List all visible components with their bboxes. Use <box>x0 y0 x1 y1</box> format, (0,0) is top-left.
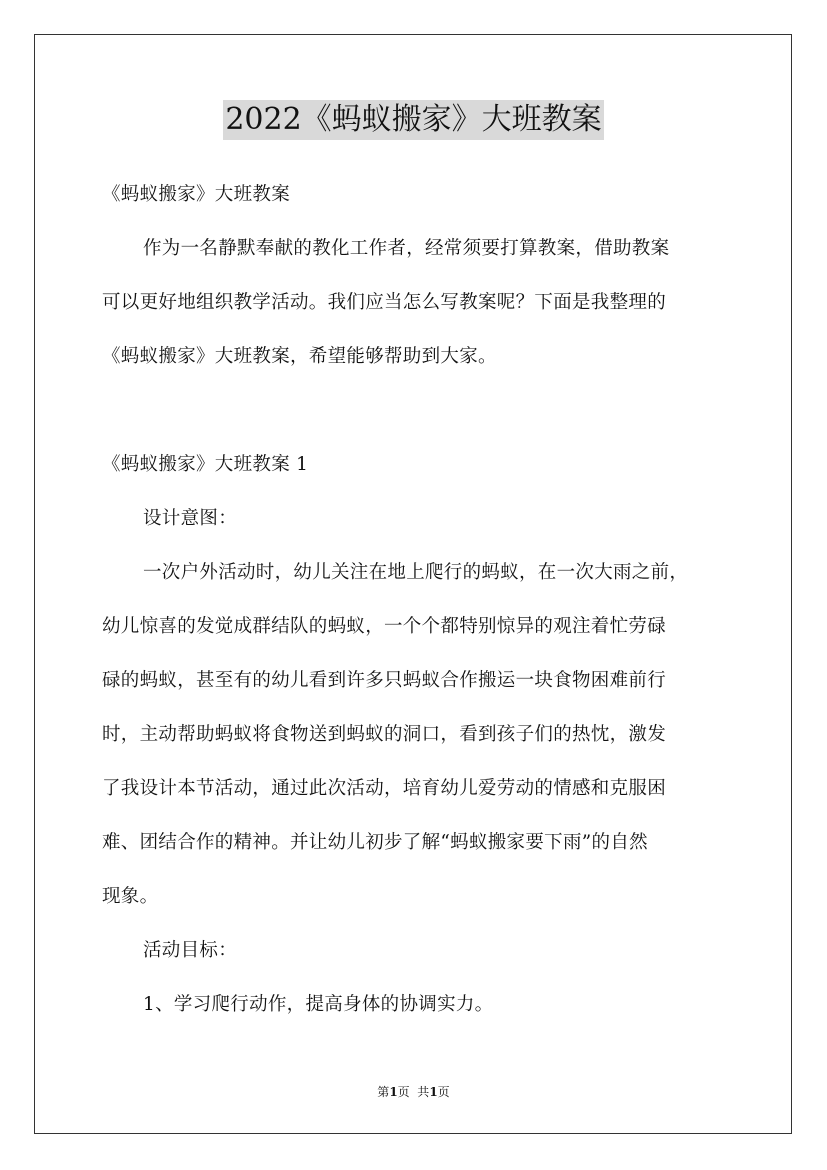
design-line-1: 一次户外活动时，幼儿关注在地上爬行的蚂蚁，在一次大雨之前， <box>143 562 689 583</box>
section-heading: 《蚂蚁搬家》大班教案 1 <box>102 454 309 475</box>
footer-page-mid: 页 共 <box>397 1085 430 1099</box>
design-line-3: 碌的蚂蚁，甚至有的幼儿看到许多只蚂蚁合作搬运一块食物困难前行 <box>102 670 667 691</box>
design-line-6: 难、团结合作的精神。并让幼儿初步了解“蚂蚁搬家要下雨”的自然 <box>102 832 648 853</box>
intro-line-2: 可以更好地组织教学活动。我们应当怎么写教案呢？下面是我整理的 <box>102 292 667 313</box>
design-line-4: 时，主动帮助蚂蚁将食物送到蚂蚁的洞口，看到孩子们的热忱，激发 <box>102 724 667 745</box>
intro-line-1: 作为一名静默奉献的教化工作者，经常须要打算教案，借助教案 <box>143 238 670 259</box>
document-title: 2022《蚂蚁搬家》大班教案 <box>223 100 603 140</box>
page-footer <box>0 1084 827 1100</box>
design-line-5: 了我设计本节活动，通过此次活动，培育幼儿爱劳动的情感和克服困 <box>102 778 667 799</box>
intro-line-3: 《蚂蚁搬家》大班教案，希望能够帮助到大家。 <box>102 346 497 367</box>
footer-page-suffix: 页 <box>437 1085 450 1099</box>
footer-page-number: 1 <box>389 1085 398 1099</box>
design-heading: 设计意图： <box>143 508 238 529</box>
design-line-7: 现象。 <box>102 886 159 907</box>
footer-page-prefix: 第 <box>377 1085 390 1099</box>
title-container <box>0 100 827 140</box>
footer-page-total: 1 <box>429 1085 438 1099</box>
goal-item-1: 1、学习爬行动作，提高身体的协调实力。 <box>143 994 494 1015</box>
document-subtitle: 《蚂蚁搬家》大班教案 <box>102 184 291 205</box>
goal-heading: 活动目标： <box>143 940 238 961</box>
design-line-2: 幼儿惊喜的发觉成群结队的蚂蚁，一个个都特别惊异的观注着忙劳碌 <box>102 616 667 637</box>
